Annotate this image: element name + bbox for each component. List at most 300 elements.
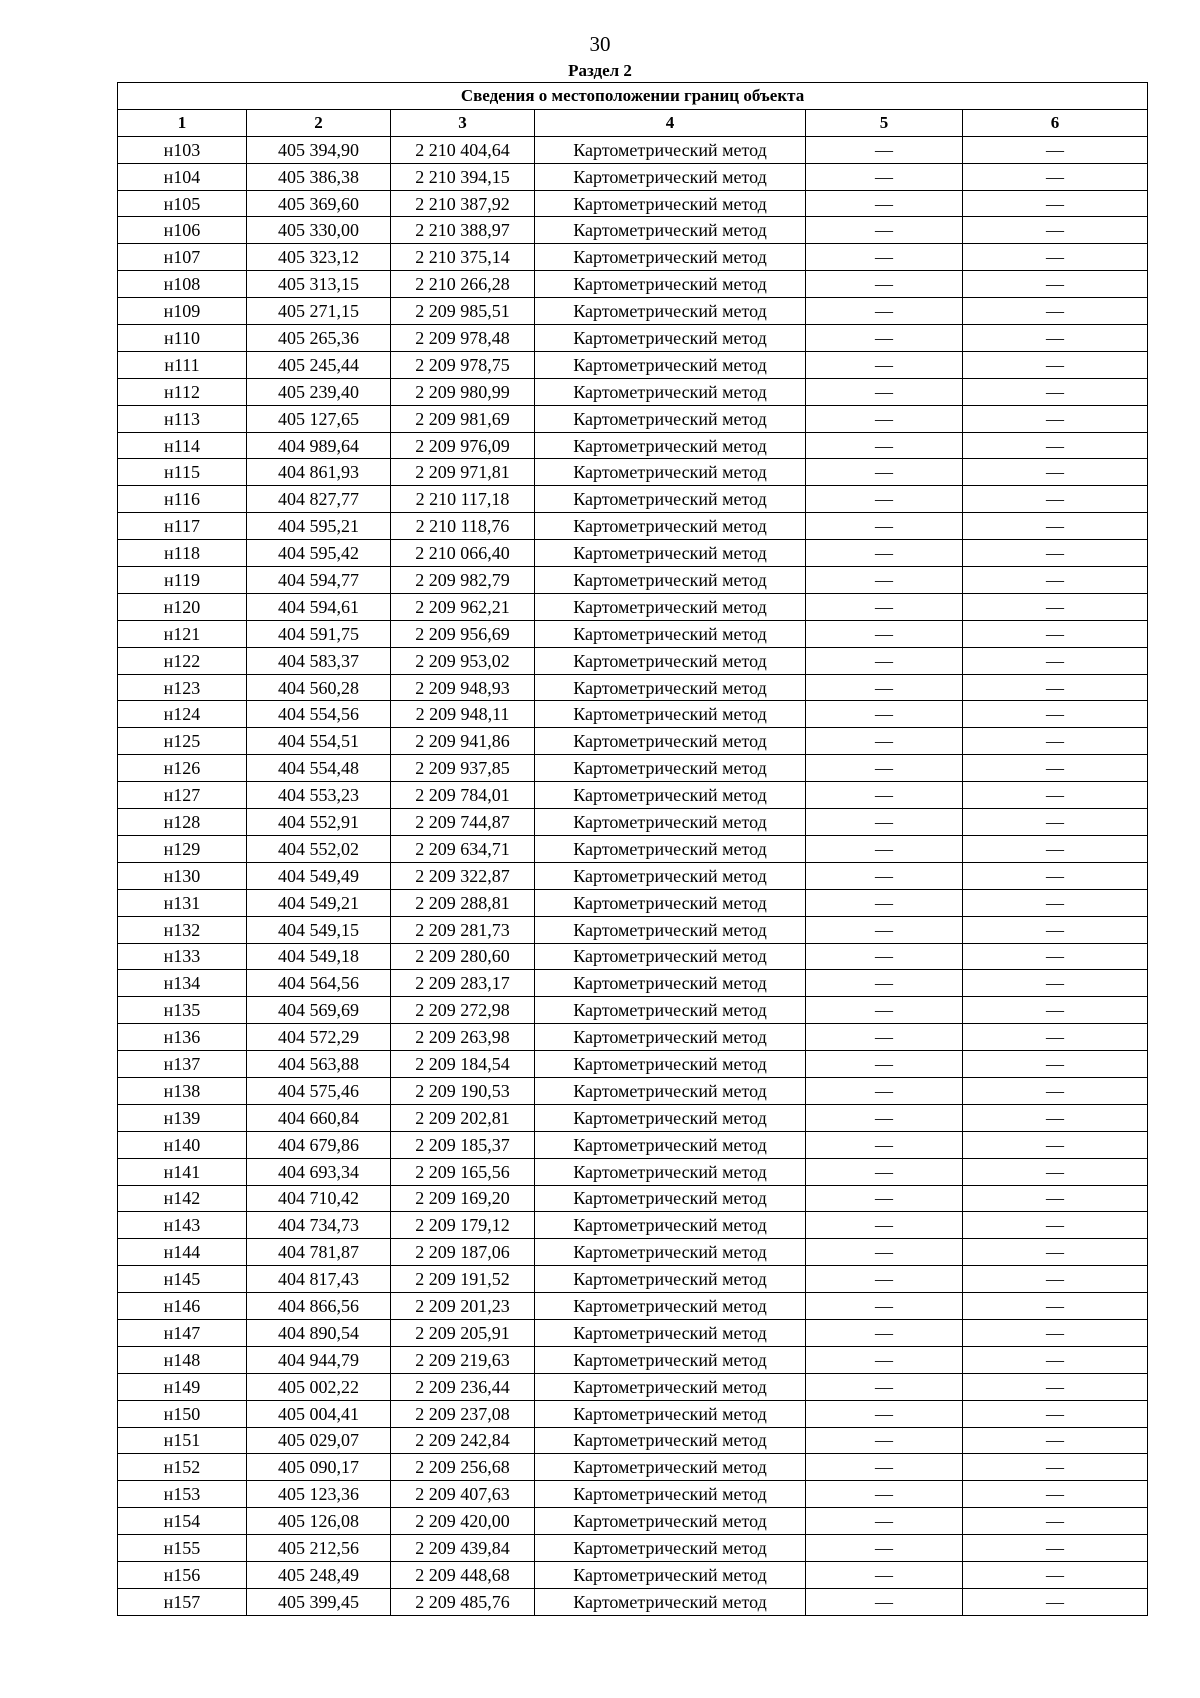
y-coordinate-cell: 2 209 976,09 — [391, 432, 535, 459]
description-cell: — — [963, 916, 1148, 943]
accuracy-cell: — — [806, 1024, 963, 1051]
accuracy-cell: — — [806, 351, 963, 378]
table-row — [118, 916, 1148, 943]
accuracy-cell: — — [806, 1051, 963, 1078]
table-row — [118, 755, 1148, 782]
y-coordinate-cell: 2 209 981,69 — [391, 405, 535, 432]
point-id-cell: н118 — [118, 540, 247, 567]
method-cell: Картометрический метод — [535, 862, 806, 889]
table-row — [118, 486, 1148, 513]
x-coordinate-cell: 404 679,86 — [247, 1131, 391, 1158]
table-row — [118, 889, 1148, 916]
method-cell: Картометрический метод — [535, 889, 806, 916]
point-id-cell: н119 — [118, 567, 247, 594]
method-cell: Картометрический метод — [535, 674, 806, 701]
method-cell: Картометрический метод — [535, 970, 806, 997]
y-coordinate-cell: 2 209 165,56 — [391, 1158, 535, 1185]
column-header-6: 6 — [963, 109, 1148, 136]
method-cell: Картометрический метод — [535, 1588, 806, 1615]
accuracy-cell: — — [806, 1077, 963, 1104]
point-id-cell: н136 — [118, 1024, 247, 1051]
x-coordinate-cell: 405 126,08 — [247, 1508, 391, 1535]
table-row — [118, 997, 1148, 1024]
boundary-coordinates-table — [117, 82, 1148, 1616]
point-id-cell: н153 — [118, 1481, 247, 1508]
description-cell: — — [963, 835, 1148, 862]
table-row — [118, 1158, 1148, 1185]
table-row — [118, 701, 1148, 728]
table-row — [118, 1051, 1148, 1078]
x-coordinate-cell: 404 552,02 — [247, 835, 391, 862]
table-row — [118, 1508, 1148, 1535]
x-coordinate-cell: 404 563,88 — [247, 1051, 391, 1078]
y-coordinate-cell: 2 209 184,54 — [391, 1051, 535, 1078]
accuracy-cell: — — [806, 1293, 963, 1320]
method-cell: Картометрический метод — [535, 1319, 806, 1346]
x-coordinate-cell: 404 549,18 — [247, 943, 391, 970]
y-coordinate-cell: 2 210 117,18 — [391, 486, 535, 513]
table-row — [118, 782, 1148, 809]
accuracy-cell: — — [806, 647, 963, 674]
y-coordinate-cell: 2 209 202,81 — [391, 1104, 535, 1131]
table-row — [118, 217, 1148, 244]
description-cell: — — [963, 1535, 1148, 1562]
accuracy-cell: — — [806, 809, 963, 836]
x-coordinate-cell: 404 710,42 — [247, 1185, 391, 1212]
accuracy-cell: — — [806, 1508, 963, 1535]
point-id-cell: н127 — [118, 782, 247, 809]
page-number: 30 — [589, 32, 611, 56]
method-cell: Картометрический метод — [535, 190, 806, 217]
method-cell: Картометрический метод — [535, 782, 806, 809]
method-cell: Картометрический метод — [535, 486, 806, 513]
x-coordinate-cell: 405 386,38 — [247, 163, 391, 190]
x-coordinate-cell: 404 554,51 — [247, 728, 391, 755]
description-cell: — — [963, 620, 1148, 647]
point-id-cell: н111 — [118, 351, 247, 378]
y-coordinate-cell: 2 209 288,81 — [391, 889, 535, 916]
method-cell: Картометрический метод — [535, 136, 806, 163]
description-cell: — — [963, 755, 1148, 782]
point-id-cell: н117 — [118, 513, 247, 540]
y-coordinate-cell: 2 210 066,40 — [391, 540, 535, 567]
x-coordinate-cell: 404 595,21 — [247, 513, 391, 540]
x-coordinate-cell: 404 564,56 — [247, 970, 391, 997]
x-coordinate-cell: 404 549,21 — [247, 889, 391, 916]
point-id-cell: н124 — [118, 701, 247, 728]
table-row — [118, 809, 1148, 836]
x-coordinate-cell: 404 594,61 — [247, 593, 391, 620]
y-coordinate-cell: 2 209 407,63 — [391, 1481, 535, 1508]
accuracy-cell: — — [806, 217, 963, 244]
method-cell: Картометрический метод — [535, 163, 806, 190]
point-id-cell: н131 — [118, 889, 247, 916]
description-cell: — — [963, 1346, 1148, 1373]
y-coordinate-cell: 2 209 190,53 — [391, 1077, 535, 1104]
table-row — [118, 1239, 1148, 1266]
accuracy-cell: — — [806, 1104, 963, 1131]
y-coordinate-cell: 2 209 978,48 — [391, 325, 535, 352]
table-body — [118, 136, 1148, 1615]
method-cell: Картометрический метод — [535, 1535, 806, 1562]
description-cell: — — [963, 1185, 1148, 1212]
table-row — [118, 862, 1148, 889]
table-row — [118, 1077, 1148, 1104]
method-cell: Картометрический метод — [535, 432, 806, 459]
x-coordinate-cell: 404 827,77 — [247, 486, 391, 513]
y-coordinate-cell: 2 210 266,28 — [391, 271, 535, 298]
y-coordinate-cell: 2 209 962,21 — [391, 593, 535, 620]
point-id-cell: н134 — [118, 970, 247, 997]
accuracy-cell: — — [806, 1454, 963, 1481]
point-id-cell: н140 — [118, 1131, 247, 1158]
x-coordinate-cell: 404 693,34 — [247, 1158, 391, 1185]
x-coordinate-cell: 405 330,00 — [247, 217, 391, 244]
description-cell: — — [963, 244, 1148, 271]
table-row — [118, 1373, 1148, 1400]
x-coordinate-cell: 404 553,23 — [247, 782, 391, 809]
method-cell: Картометрический метод — [535, 1266, 806, 1293]
point-id-cell: н107 — [118, 244, 247, 271]
accuracy-cell: — — [806, 997, 963, 1024]
y-coordinate-cell: 2 209 169,20 — [391, 1185, 535, 1212]
description-cell: — — [963, 190, 1148, 217]
y-coordinate-cell: 2 209 448,68 — [391, 1561, 535, 1588]
x-coordinate-cell: 404 595,42 — [247, 540, 391, 567]
point-id-cell: н137 — [118, 1051, 247, 1078]
x-coordinate-cell: 405 313,15 — [247, 271, 391, 298]
description-cell: — — [963, 351, 1148, 378]
accuracy-cell: — — [806, 1481, 963, 1508]
description-cell: — — [963, 728, 1148, 755]
method-cell: Картометрический метод — [535, 1077, 806, 1104]
table-caption: Сведения о местоположении границ объекта — [118, 83, 1148, 110]
accuracy-cell: — — [806, 486, 963, 513]
method-cell: Картометрический метод — [535, 620, 806, 647]
x-coordinate-cell: 404 817,43 — [247, 1266, 391, 1293]
accuracy-cell: — — [806, 459, 963, 486]
description-cell: — — [963, 1454, 1148, 1481]
method-cell: Картометрический метод — [535, 1212, 806, 1239]
point-id-cell: н152 — [118, 1454, 247, 1481]
x-coordinate-cell: 404 569,69 — [247, 997, 391, 1024]
x-coordinate-cell: 405 002,22 — [247, 1373, 391, 1400]
description-cell: — — [963, 1561, 1148, 1588]
point-id-cell: н112 — [118, 378, 247, 405]
point-id-cell: н146 — [118, 1293, 247, 1320]
x-coordinate-cell: 404 554,56 — [247, 701, 391, 728]
method-cell: Картометрический метод — [535, 701, 806, 728]
table-row — [118, 1561, 1148, 1588]
accuracy-cell: — — [806, 190, 963, 217]
x-coordinate-cell: 404 575,46 — [247, 1077, 391, 1104]
accuracy-cell: — — [806, 513, 963, 540]
point-id-cell: н109 — [118, 298, 247, 325]
description-cell: — — [963, 674, 1148, 701]
accuracy-cell: — — [806, 970, 963, 997]
table-row — [118, 647, 1148, 674]
method-cell: Картометрический метод — [535, 1373, 806, 1400]
description-cell: — — [963, 405, 1148, 432]
description-cell: — — [963, 540, 1148, 567]
accuracy-cell: — — [806, 889, 963, 916]
table-row — [118, 1454, 1148, 1481]
table-row — [118, 244, 1148, 271]
description-cell: — — [963, 298, 1148, 325]
y-coordinate-cell: 2 209 439,84 — [391, 1535, 535, 1562]
description-cell: — — [963, 809, 1148, 836]
description-cell: — — [963, 782, 1148, 809]
table-row — [118, 970, 1148, 997]
description-cell: — — [963, 513, 1148, 540]
point-id-cell: н148 — [118, 1346, 247, 1373]
description-cell: — — [963, 1508, 1148, 1535]
point-id-cell: н144 — [118, 1239, 247, 1266]
x-coordinate-cell: 405 399,45 — [247, 1588, 391, 1615]
y-coordinate-cell: 2 210 375,14 — [391, 244, 535, 271]
table-row — [118, 271, 1148, 298]
description-cell: — — [963, 701, 1148, 728]
table-row — [118, 1588, 1148, 1615]
method-cell: Картометрический метод — [535, 540, 806, 567]
table-caption-row — [118, 83, 1148, 110]
point-id-cell: н138 — [118, 1077, 247, 1104]
description-cell: — — [963, 136, 1148, 163]
method-cell: Картометрический метод — [535, 728, 806, 755]
accuracy-cell: — — [806, 1427, 963, 1454]
description-cell: — — [963, 1051, 1148, 1078]
accuracy-cell: — — [806, 136, 963, 163]
table-row — [118, 1266, 1148, 1293]
accuracy-cell: — — [806, 1400, 963, 1427]
method-cell: Картометрический метод — [535, 1158, 806, 1185]
accuracy-cell: — — [806, 701, 963, 728]
accuracy-cell: — — [806, 1373, 963, 1400]
description-cell: — — [963, 1400, 1148, 1427]
y-coordinate-cell: 2 209 985,51 — [391, 298, 535, 325]
method-cell: Картометрический метод — [535, 217, 806, 244]
description-cell: — — [963, 1373, 1148, 1400]
section-title: Раздел 2 — [568, 61, 632, 80]
table-row — [118, 1024, 1148, 1051]
accuracy-cell: — — [806, 567, 963, 594]
point-id-cell: н105 — [118, 190, 247, 217]
method-cell: Картометрический метод — [535, 1293, 806, 1320]
point-id-cell: н129 — [118, 835, 247, 862]
table-row — [118, 1131, 1148, 1158]
point-id-cell: н126 — [118, 755, 247, 782]
table-row — [118, 1346, 1148, 1373]
table-row — [118, 728, 1148, 755]
description-cell: — — [963, 163, 1148, 190]
method-cell: Картометрический метод — [535, 513, 806, 540]
description-cell: — — [963, 378, 1148, 405]
table-row — [118, 1427, 1148, 1454]
point-id-cell: н130 — [118, 862, 247, 889]
y-coordinate-cell: 2 209 948,93 — [391, 674, 535, 701]
accuracy-cell: — — [806, 271, 963, 298]
point-id-cell: н113 — [118, 405, 247, 432]
y-coordinate-cell: 2 209 322,87 — [391, 862, 535, 889]
accuracy-cell: — — [806, 620, 963, 647]
table-row — [118, 674, 1148, 701]
x-coordinate-cell: 404 572,29 — [247, 1024, 391, 1051]
accuracy-cell: — — [806, 244, 963, 271]
y-coordinate-cell: 2 209 283,17 — [391, 970, 535, 997]
description-cell: — — [963, 1266, 1148, 1293]
accuracy-cell: — — [806, 378, 963, 405]
description-cell: — — [963, 970, 1148, 997]
method-cell: Картометрический метод — [535, 1051, 806, 1078]
point-id-cell: н141 — [118, 1158, 247, 1185]
y-coordinate-cell: 2 209 219,63 — [391, 1346, 535, 1373]
accuracy-cell: — — [806, 1561, 963, 1588]
point-id-cell: н157 — [118, 1588, 247, 1615]
method-cell: Картометрический метод — [535, 1508, 806, 1535]
point-id-cell: н143 — [118, 1212, 247, 1239]
method-cell: Картометрический метод — [535, 1400, 806, 1427]
point-id-cell: н132 — [118, 916, 247, 943]
method-cell: Картометрический метод — [535, 325, 806, 352]
description-cell: — — [963, 1427, 1148, 1454]
description-cell: — — [963, 271, 1148, 298]
y-coordinate-cell: 2 209 971,81 — [391, 459, 535, 486]
y-coordinate-cell: 2 209 272,98 — [391, 997, 535, 1024]
description-cell: — — [963, 1024, 1148, 1051]
x-coordinate-cell: 404 660,84 — [247, 1104, 391, 1131]
accuracy-cell: — — [806, 405, 963, 432]
x-coordinate-cell: 405 239,40 — [247, 378, 391, 405]
x-coordinate-cell: 404 594,77 — [247, 567, 391, 594]
accuracy-cell: — — [806, 1266, 963, 1293]
method-cell: Картометрический метод — [535, 1454, 806, 1481]
method-cell: Картометрический метод — [535, 1185, 806, 1212]
accuracy-cell: — — [806, 593, 963, 620]
point-id-cell: н104 — [118, 163, 247, 190]
y-coordinate-cell: 2 209 953,02 — [391, 647, 535, 674]
x-coordinate-cell: 404 549,49 — [247, 862, 391, 889]
accuracy-cell: — — [806, 163, 963, 190]
column-header-1: 1 — [118, 109, 247, 136]
description-cell: — — [963, 943, 1148, 970]
accuracy-cell: — — [806, 1158, 963, 1185]
point-id-cell: н142 — [118, 1185, 247, 1212]
x-coordinate-cell: 405 369,60 — [247, 190, 391, 217]
y-coordinate-cell: 2 209 256,68 — [391, 1454, 535, 1481]
accuracy-cell: — — [806, 1588, 963, 1615]
y-coordinate-cell: 2 209 263,98 — [391, 1024, 535, 1051]
table-row — [118, 351, 1148, 378]
y-coordinate-cell: 2 209 420,00 — [391, 1508, 535, 1535]
method-cell: Картометрический метод — [535, 997, 806, 1024]
accuracy-cell: — — [806, 1346, 963, 1373]
x-coordinate-cell: 405 271,15 — [247, 298, 391, 325]
table-row — [118, 1185, 1148, 1212]
method-cell: Картометрический метод — [535, 943, 806, 970]
table-row — [118, 298, 1148, 325]
y-coordinate-cell: 2 209 205,91 — [391, 1319, 535, 1346]
x-coordinate-cell: 404 549,15 — [247, 916, 391, 943]
point-id-cell: н145 — [118, 1266, 247, 1293]
description-cell: — — [963, 217, 1148, 244]
table-row — [118, 1400, 1148, 1427]
point-id-cell: н115 — [118, 459, 247, 486]
y-coordinate-cell: 2 209 784,01 — [391, 782, 535, 809]
x-coordinate-cell: 404 591,75 — [247, 620, 391, 647]
accuracy-cell: — — [806, 1131, 963, 1158]
y-coordinate-cell: 2 209 982,79 — [391, 567, 535, 594]
method-cell: Картометрический метод — [535, 755, 806, 782]
table-row — [118, 1481, 1148, 1508]
y-coordinate-cell: 2 209 179,12 — [391, 1212, 535, 1239]
column-header-5: 5 — [806, 109, 963, 136]
method-cell: Картометрический метод — [535, 459, 806, 486]
method-cell: Картометрический метод — [535, 298, 806, 325]
method-cell: Картометрический метод — [535, 593, 806, 620]
accuracy-cell: — — [806, 862, 963, 889]
y-coordinate-cell: 2 210 404,64 — [391, 136, 535, 163]
y-coordinate-cell: 2 209 937,85 — [391, 755, 535, 782]
method-cell: Картометрический метод — [535, 1131, 806, 1158]
accuracy-cell: — — [806, 1239, 963, 1266]
x-coordinate-cell: 404 866,56 — [247, 1293, 391, 1320]
point-id-cell: н114 — [118, 432, 247, 459]
y-coordinate-cell: 2 209 237,08 — [391, 1400, 535, 1427]
accuracy-cell: — — [806, 782, 963, 809]
table-row — [118, 567, 1148, 594]
table-header-row — [118, 109, 1148, 136]
y-coordinate-cell: 2 209 280,60 — [391, 943, 535, 970]
point-id-cell: н116 — [118, 486, 247, 513]
table-row — [118, 432, 1148, 459]
method-cell: Картометрический метод — [535, 647, 806, 674]
method-cell: Картометрический метод — [535, 1346, 806, 1373]
method-cell: Картометрический метод — [535, 835, 806, 862]
y-coordinate-cell: 2 209 187,06 — [391, 1239, 535, 1266]
y-coordinate-cell: 2 209 978,75 — [391, 351, 535, 378]
description-cell: — — [963, 1588, 1148, 1615]
x-coordinate-cell: 404 944,79 — [247, 1346, 391, 1373]
x-coordinate-cell: 404 734,73 — [247, 1212, 391, 1239]
table-row — [118, 620, 1148, 647]
method-cell: Картометрический метод — [535, 1104, 806, 1131]
table-row — [118, 1104, 1148, 1131]
table-row — [118, 378, 1148, 405]
point-id-cell: н147 — [118, 1319, 247, 1346]
point-id-cell: н135 — [118, 997, 247, 1024]
x-coordinate-cell: 405 323,12 — [247, 244, 391, 271]
description-cell: — — [963, 997, 1148, 1024]
point-id-cell: н123 — [118, 674, 247, 701]
x-coordinate-cell: 405 245,44 — [247, 351, 391, 378]
accuracy-cell: — — [806, 674, 963, 701]
point-id-cell: н128 — [118, 809, 247, 836]
y-coordinate-cell: 2 209 744,87 — [391, 809, 535, 836]
table-row — [118, 1293, 1148, 1320]
point-id-cell: н106 — [118, 217, 247, 244]
table-row — [118, 325, 1148, 352]
description-cell: — — [963, 1131, 1148, 1158]
table-row — [118, 1212, 1148, 1239]
point-id-cell: н150 — [118, 1400, 247, 1427]
x-coordinate-cell: 404 861,93 — [247, 459, 391, 486]
description-cell: — — [963, 1239, 1148, 1266]
description-cell: — — [963, 1212, 1148, 1239]
table-row — [118, 459, 1148, 486]
table-row — [118, 405, 1148, 432]
description-cell: — — [963, 889, 1148, 916]
method-cell: Картометрический метод — [535, 1427, 806, 1454]
